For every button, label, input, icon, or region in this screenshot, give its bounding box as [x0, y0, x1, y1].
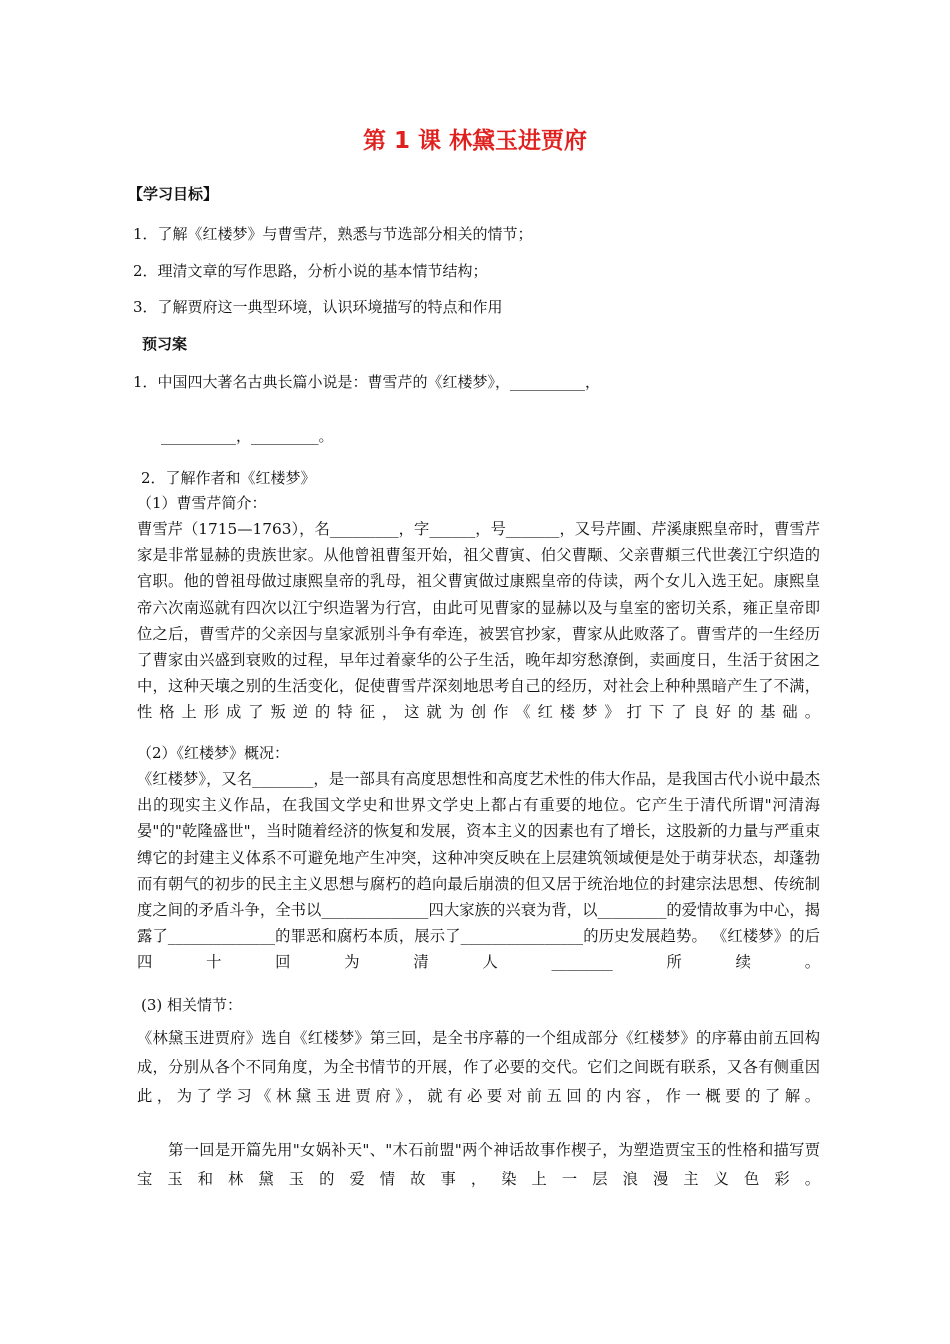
novel-overview-paragraph: 《红楼梦》，又名________，是一部具有高度思想性和高度艺术性的伟大作品，是我国古代小说中最杰出的现实主义作品，在我国文学史和世界文学史上都占有重要的地位。它产生于清代所谓"河清海晏"的"乾隆盛世"，当时随着经济的恢复和发展，资本主义的因素也有了增长，这股新的力量与严重束缚它的封建主义体系不可避免地产生冲突，这种冲突反映在上层建筑领域便是处于萌芽状态，却蓬勃而有朝气的初步的民主主义思想与腐朽的趋向最后崩溃的但又居于统治地位的封建宗法思想、传统制度之间的矛盾斗争，全书以______________四大家族的兴衰为背，以_________的爱情故事为中心，揭露了______________的罪恶和腐朽本质，展示了________________的历史发展趋势。 《红楼梦》的后四十回为清人________所续。: [137, 770, 820, 972]
author-intro-paragraph: 曹雪芹（1715—1763），名_________，字______，号_______，又号芹圃、芹溪康熙皇帝时，曹雪芹家是非常显赫的贵族世家。从他曾祖曹玺开始，祖父曹寅、伯父曹颙、父亲曹頫三代世袭江宁织造的官职。他的曾祖母做过康熙皇帝的乳母，祖父曹寅做过康熙皇帝的侍读，两个女儿入选王妃。康熙皇帝六次南巡就有四次以江宁织造署为行宫，由此可见曹家的显赫以及与皇室的密切关系，雍正皇帝即位之后，曹雪芹的父亲因与皇家派别斗争有牵连，被罢官抄家，曹家从此败落了。曹雪芹的一生经历了曹家由兴盛到衰败的过程，早年过着豪华的公子生活，晚年却穷愁潦倒，卖画度日，生活于贫困之中，这种天壤之别的生活变化，促使曹雪芹深刻地思考自己的经历，对社会上种种黑暗产生了不满，性格上形成了叛逆的特征，这就为创作《红楼梦》打下了良好的基础。: [137, 520, 820, 722]
page-title: 第 1 课 林黛玉进贾府: [362, 128, 588, 154]
objective-item-1: 1．了解《红楼梦》与曹雪芹，熟悉与节选部分相关的情节；: [133, 225, 533, 243]
related-plot-heading: (3) 相关情节：: [141, 996, 243, 1014]
novel-overview-heading: （2）《红楼梦》概况：: [137, 744, 290, 762]
question-1-line-1: 1．中国四大著名古典长篇小说是：曹雪芹的《红楼梦》，__________，: [133, 373, 601, 391]
preview-heading: 预习案: [142, 335, 188, 353]
objective-item-2: 2．理清文章的写作思路，分析小说的基本情节结构；: [133, 262, 488, 280]
author-intro-heading: （1）曹雪芹简介：: [137, 494, 267, 512]
question-2-heading: 2．了解作者和《红楼梦》: [141, 469, 316, 487]
objective-item-3: 3．了解贾府这一典型环境，认识环境描写的特点和作用: [133, 298, 503, 316]
objectives-heading: 【学习目标】: [128, 185, 219, 203]
question-1-line-2: __________，_________。: [161, 427, 334, 445]
related-plot-paragraph-2: 第一回是开篇先用"女娲补天"、"木石前盟"两个神话故事作楔子，为塑造贾宝玉的性格和描写贾宝玉和林黛玉的爱情故事，染上一层浪漫主义色彩。: [137, 1141, 820, 1188]
related-plot-paragraph-1: 《林黛玉进贾府》选自《红楼梦》第三回，是全书序幕的一个组成部分《红楼梦》的序幕由前五回构成，分别从各个不同角度，为全书情节的开展，作了必要的交代。它们之间既有联系，又各有侧重因此，为了学习《林黛玉进贾府》，就有必要对前五回的内容，作一概要的了解。: [137, 1029, 820, 1105]
